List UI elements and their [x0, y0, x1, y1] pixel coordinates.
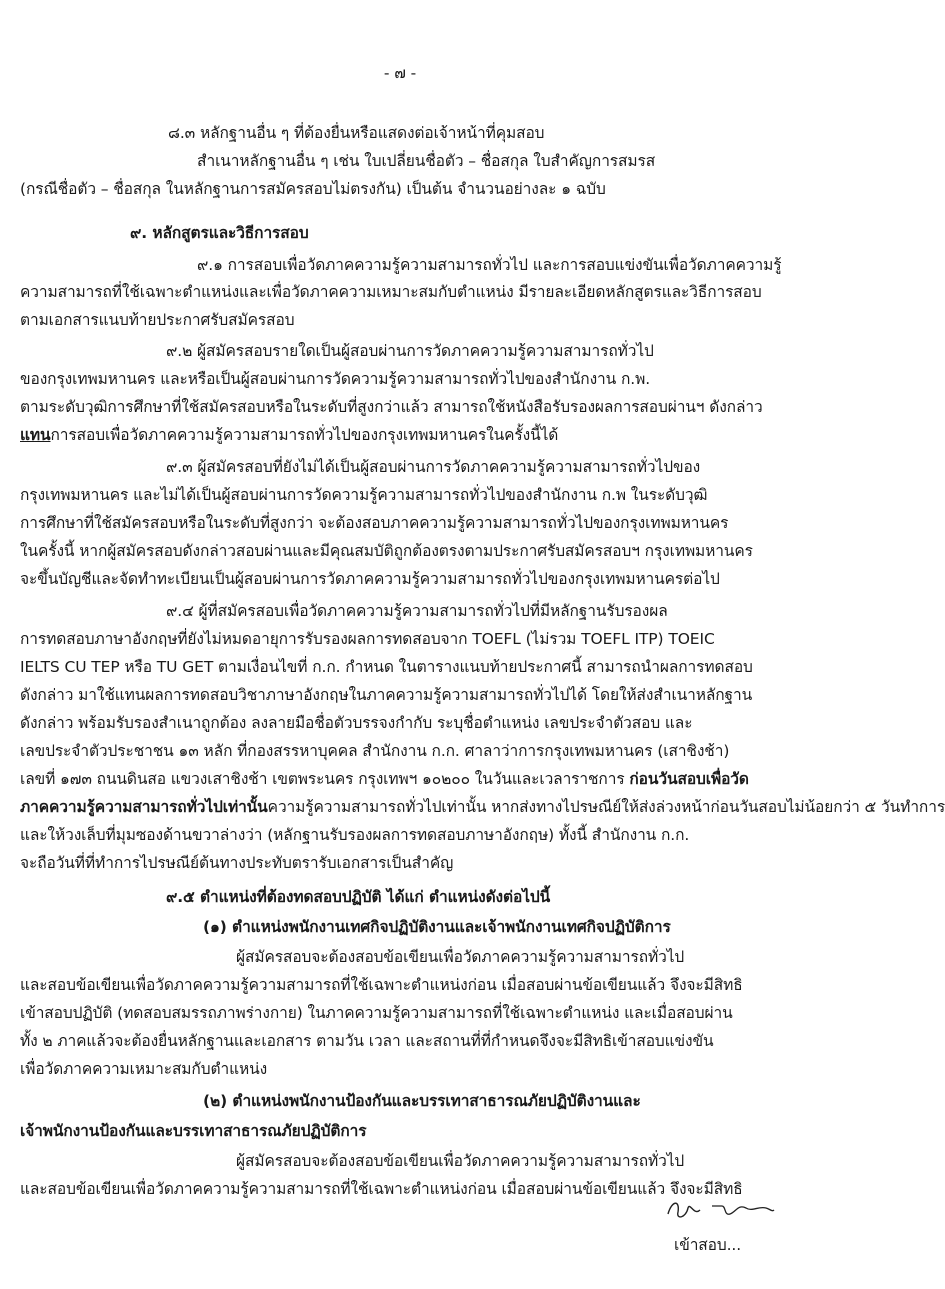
- text-line: สำเนาหลักฐานอื่น ๆ เช่น ใบเปลี่ยนชื่อตัว – ชื่อสกุล ใบสำคัญการสมรส: [197, 152, 656, 170]
- text-line: ๙.๒ ผู้สมัครสอบรายใดเป็นผู้สอบผ่านการวัดภาคความรู้ความสามารถทั่วไป: [166, 342, 654, 360]
- bold-phrase: ก่อนวันสอบเพื่อวัด: [629, 770, 749, 788]
- text-line: ผู้สมัครสอบจะต้องสอบข้อเขียนเพื่อวัดภาคความรู้ความสามารถทั่วไป: [236, 1152, 685, 1170]
- text-line: จะขึ้นบัญชีและจัดทำทะเบียนเป็นผู้สอบผ่านการวัดภาคความรู้ความสามารถทั่วไปของกรุงเทพมหานครต่อไป: [20, 570, 720, 588]
- text-line: แทนการสอบเพื่อวัดภาคความรู้ความสามารถทั่วไปของกรุงเทพมหานครในครั้งนี้ได้: [20, 426, 559, 444]
- sub-heading: (๑) ตำแหน่งพนักงานเทศกิจปฏิบัติงานและเจ้าพนักงานเทศกิจปฏิบัติการ: [203, 918, 671, 936]
- text-line: จะถือวันที่ที่ทำการไปรษณีย์ต้นทางประทับตรารับเอกสารเป็นสำคัญ: [20, 854, 454, 872]
- text-line: การทดสอบภาษาอังกฤษที่ยังไม่หมดอายุการรับรองผลการทดสอบจาก TOEFL (ไม่รวม TOEFL ITP) TOEIC: [20, 630, 715, 648]
- sub-heading: เจ้าพนักงานป้องกันและบรรเทาสาธารณภัยปฏิบัติการ: [20, 1122, 367, 1140]
- text-line: ในครั้งนี้ หากผู้สมัครสอบดังกล่าวสอบผ่านและมีคุณสมบัติถูกต้องตรงตามประกาศรับสมัครสอบฯ กรุงเทพมหานคร: [20, 542, 753, 560]
- text-line: ผู้สมัครสอบจะต้องสอบข้อเขียนเพื่อวัดภาคความรู้ความสามารถทั่วไป: [236, 948, 685, 966]
- text-line: ๙.๓ ผู้สมัครสอบที่ยังไม่ได้เป็นผู้สอบผ่านการวัดภาคความรู้ความสามารถทั่วไปของ: [166, 458, 701, 476]
- text-line: ภาคความรู้ความสามารถทั่วไปเท่านั้นความรู้ความสามารถทั่วไปเท่านั้น หากส่งทางไปรษณีย์ให้ส่งล่วงหน้าก่อนวันสอบไม่น้อยกว่า ๕ วันทำการ: [20, 798, 945, 816]
- text-line: และให้วงเล็บที่มุมซองด้านขวาล่างว่า (หลักฐานรับรองผลการทดสอบภาษาอังกฤษ) ทั้งนี้ สำนักงาน ก.ก.: [20, 826, 690, 844]
- text-line: ๙.๑ การสอบเพื่อวัดภาคความรู้ความสามารถทั่วไป และการสอบแข่งขันเพื่อวัดภาคความรู้: [197, 256, 782, 274]
- section-heading: ๙. หลักสูตรและวิธีการสอบ: [130, 224, 309, 242]
- text-line: ตามเอกสารแนบท้ายประกาศรับสมัครสอบ: [20, 311, 295, 329]
- section-heading: ๙.๕ ตำแหน่งที่ต้องทดสอบปฏิบัติ ได้แก่ ตำแหน่งดังต่อไปนี้: [166, 888, 551, 906]
- sub-heading: (๒) ตำแหน่งพนักงานป้องกันและบรรเทาสาธารณภัยปฏิบัติงานและ: [203, 1092, 641, 1110]
- text-line: และสอบข้อเขียนเพื่อวัดภาคความรู้ความสามารถที่ใช้เฉพาะตำแหน่งก่อน เมื่อสอบผ่านข้อเขียนแล้ว จึงจะมีสิทธิ: [20, 976, 743, 994]
- text-line: ทั้ง ๒ ภาคแล้วจะต้องยื่นหลักฐานและเอกสาร ตามวัน เวลา และสถานที่ที่กำหนดจึงจะมีสิทธิเข้าสอบแข่งขัน: [20, 1032, 714, 1050]
- text-line: ความสามารถที่ใช้เฉพาะตำแหน่งและเพื่อวัดภาคความเหมาะสมกับตำแหน่ง มีรายละเอียดหลักสูตรและวิธีการสอบ: [20, 283, 762, 301]
- bold-phrase: ภาคความรู้ความสามารถทั่วไปเท่านั้น: [20, 798, 268, 816]
- text-line: เข้าสอบปฏิบัติ (ทดสอบสมรรถภาพร่างกาย) ในภาคความรู้ความสามารถที่ใช้เฉพาะตำแหน่ง และเมื่อสอบผ่าน: [20, 1004, 733, 1022]
- text-line: ๘.๓ หลักฐานอื่น ๆ ที่ต้องยื่นหรือแสดงต่อเจ้าหน้าที่คุมสอบ: [168, 124, 545, 142]
- text-line: เลขที่ ๑๗๓ ถนนดินสอ แขวงเสาชิงช้า เขตพระนคร กรุงเทพฯ ๑๐๒๐๐ ในวันและเวลาราชการ ก่อนวันสอบเพื่อวัด: [20, 770, 749, 788]
- underlined-word: แทน: [20, 426, 51, 444]
- text-line: การศึกษาที่ใช้สมัครสอบหรือในระดับที่สูงกว่า จะต้องสอบภาคความรู้ความสามารถทั่วไปของกรุงเทพมหานคร: [20, 514, 729, 532]
- text-line: กรุงเทพมหานคร และไม่ได้เป็นผู้สอบผ่านการวัดความรู้ความสามารถทั่วไปของสำนักงาน ก.พ ในระดับวุฒิ: [20, 486, 708, 504]
- text-line: ดังกล่าว พร้อมรับรองสำเนาถูกต้อง ลงลายมือชื่อตัวบรรจงกำกับ ระบุชื่อตำแหน่ง เลขประจำตัวสอบ และ: [20, 714, 693, 732]
- page-number: - ๗ -: [383, 64, 417, 82]
- text-line: ตามระดับวุฒิการศึกษาที่ใช้สมัครสอบหรือในระดับที่สูงกว่าแล้ว สามารถใช้หนังสือรับรองผลการสอบผ่านฯ ดังกล่าว: [20, 398, 763, 416]
- text-line: และสอบข้อเขียนเพื่อวัดภาคความรู้ความสามารถที่ใช้เฉพาะตำแหน่งก่อน เมื่อสอบผ่านข้อเขียนแล้ว จึงจะมีสิทธิ: [20, 1180, 743, 1198]
- continuation-text: เข้าสอบ...: [674, 1236, 742, 1254]
- text-line: (กรณีชื่อตัว – ชื่อสกุล ในหลักฐานการสมัครสอบไม่ตรงกัน) เป็นต้น จำนวนอย่างละ ๑ ฉบับ: [20, 180, 606, 198]
- signature-mark: [660, 1194, 780, 1224]
- text-line: ของกรุงเทพมหานคร และหรือเป็นผู้สอบผ่านการวัดความรู้ความสามารถทั่วไปของสำนักงาน ก.พ.: [20, 370, 651, 388]
- text-line: ดังกล่าว มาใช้แทนผลการทดสอบวิชาภาษาอังกฤษในภาคความรู้ความสามารถทั่วไปได้ โดยให้ส่งสำเนาหลักฐาน: [20, 686, 753, 704]
- text-line: ๙.๔ ผู้ที่สมัครสอบเพื่อวัดภาคความรู้ความสามารถทั่วไปที่มีหลักฐานรับรองผล: [166, 602, 668, 620]
- text-line: เพื่อวัดภาคความเหมาะสมกับตำแหน่ง: [20, 1060, 268, 1078]
- text-line: IELTS CU TEP หรือ TU GET ตามเงื่อนไขที่ ก.ก. กำหนด ในตารางแนบท้ายประกาศนี้ สามารถนำผลการทดสอบ: [20, 658, 753, 676]
- text-line: เลขประจำตัวประชาชน ๑๓ หลัก ที่กองสรรหาบุคคล สำนักงาน ก.ก. ศาลาว่าการกรุงเทพมหานคร (เสาชิงช้า): [20, 742, 730, 760]
